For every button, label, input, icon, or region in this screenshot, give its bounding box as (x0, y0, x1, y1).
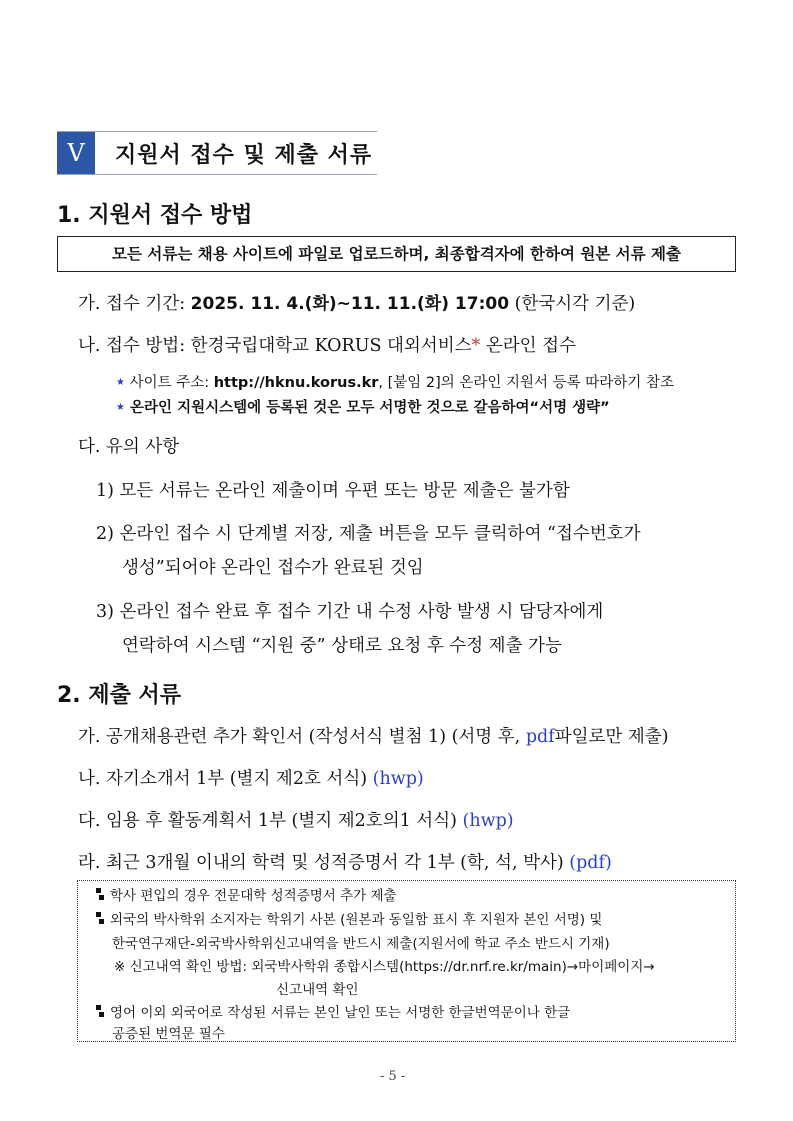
site-suffix: , [붙임 2]의 온라인 지원서 등록 따라하기 참조 (378, 375, 674, 391)
note-2-line2: 한국연구재단-외국박사학위신고내역을 반드시 제출(지원서에 학교 주소 반드시 기재) (112, 936, 610, 952)
part1-heading: 1. 지원서 접수 방법 (57, 203, 253, 228)
square-bullet-icon (94, 1005, 104, 1017)
note-2-line1 (94, 908, 602, 928)
note-3-line1: ※ 신고내역 확인 방법: 외국박사학위 종합시스템(https://dr.nrf.re.kr/main)→마이페이지→ (114, 959, 655, 975)
star-bullet-icon: ★ (116, 377, 125, 388)
caution-item-2-line2: 생성”되어야 온라인 접수가 완료된 것임 (122, 558, 424, 578)
application-method (78, 332, 576, 357)
doc-item-da (78, 807, 514, 832)
method-suffix: 온라인 접수 (480, 336, 576, 356)
period-dates: 2025. 11. 4.(화)~11. 11.(화) 17:00 (190, 294, 510, 314)
period-label: 가. 접수 기간: (78, 294, 191, 314)
part2-heading: 2. 제출 서류 (57, 683, 181, 708)
upload-notice: 모든 서류는 채용 사이트에 파일로 업로드하며, 최종합격자에 한하여 원본 서류 제출 (57, 236, 736, 272)
caution-item-3-line1: 3) 온라인 접수 완료 후 접수 기간 내 수정 사항 발생 시 담당자에게 (96, 602, 604, 622)
application-period (78, 289, 635, 315)
doc-na-text: 나. 자기소개서 1부 (별지 제2호 서식) (78, 769, 373, 789)
note-2-text-1: 외국의 박사학위 소지자는 학위기 사본 (원본과 동일함 표시 후 지원자 본인 서명) 및 (110, 912, 603, 928)
doc-item-na (78, 765, 424, 790)
signature-note-line (116, 396, 610, 417)
doc-ga-format: pdf (525, 727, 555, 747)
section-title: 지원서 접수 및 제출 서류 (115, 143, 373, 168)
doc-ra-text: 라. 최근 3개월 이내의 학력 및 성적증명서 각 1부 (학, 석, 박사) (78, 853, 570, 873)
note-1-text: 학사 편입의 경우 전문대학 성적증명서 추가 제출 (110, 888, 397, 904)
doc-item-ra (78, 849, 612, 874)
site-url-link[interactable]: http://hknu.korus.kr (213, 375, 379, 391)
note-1 (94, 884, 397, 904)
square-bullet-icon (94, 912, 104, 924)
caution-item-3-line2: 연락하여 시스템 “지원 중” 상태로 요청 후 수정 제출 가능 (122, 636, 562, 656)
period-suffix: (한국시각 기준) (509, 294, 636, 314)
doc-na-format: (hwp) (372, 769, 424, 789)
doc-da-text: 다. 임용 후 활동계획서 1부 (별지 제2호의1 서식) (78, 811, 463, 831)
section-number: V (57, 132, 95, 174)
site-prefix: 사이트 주소: (129, 375, 214, 391)
star-bullet-icon: ★ (116, 402, 125, 413)
doc-ga-text: 가. 공개채용관련 추가 확인서 (작성서식 별첨 1) (서명 후, (78, 727, 526, 747)
section-header (57, 131, 377, 175)
doc-ra-format: (pdf) (569, 853, 612, 873)
signature-note: 온라인 지원시스템에 등록된 것은 모두 서명한 것으로 갈음하여“서명 생략” (130, 400, 610, 416)
method-star: * (471, 336, 481, 356)
square-bullet-icon (94, 888, 104, 900)
caution-heading: 다. 유의 사항 (78, 437, 180, 457)
caution-item-1: 1) 모든 서류는 온라인 제출이며 우편 또는 방문 제출은 불가함 (96, 481, 570, 501)
doc-item-ga (78, 723, 669, 748)
note-4-text-1: 영어 이외 외국어로 작성된 서류는 본인 날인 또는 서명한 한글번역문이나 한글 (110, 1005, 571, 1021)
site-address-line (116, 371, 674, 392)
note-3-line2: 신고내역 확인 (276, 982, 359, 998)
note-4-line2: 공증된 번역문 필수 (112, 1026, 225, 1042)
page-number: - 5 - (380, 1069, 406, 1084)
doc-da-format: (hwp) (462, 811, 514, 831)
doc-ga-suffix: 파일로만 제출) (554, 727, 669, 747)
method-label: 나. 접수 방법: 한경국립대학교 KORUS 대외서비스 (78, 336, 472, 356)
caution-item-2-line1: 2) 온라인 접수 시 단계별 저장, 제출 버튼을 모두 클릭하여 “접수번호가 (96, 524, 641, 544)
note-4-line1 (94, 1001, 570, 1021)
